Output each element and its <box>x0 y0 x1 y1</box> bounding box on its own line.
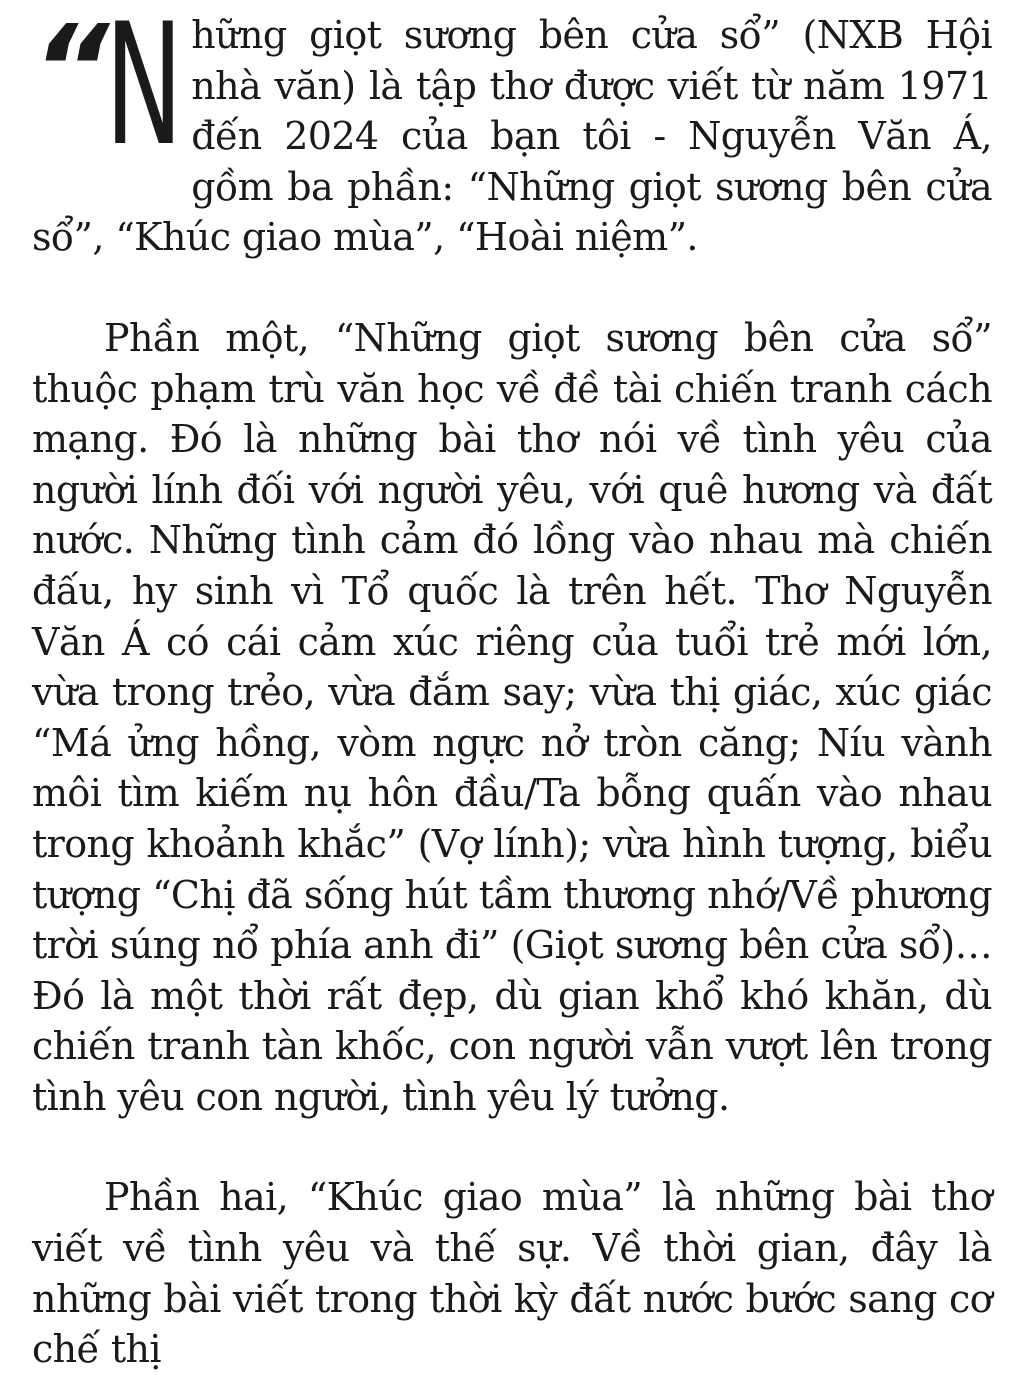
lead-paragraph-text: hững giọt sương bên cửa sổ” (NXB Hội nhà văn) là tập thơ được viết từ năm 1971 đến 2024 của bạn tôi - Nguyễn Văn Á, gồm ba phần: “Những giọt sương bên cửa sổ”, “Khúc giao mùa”, “Hoài niệm”. <box>32 13 992 260</box>
paragraph-part-two: Phần hai, “Khúc giao mùa” là những bài thơ viết về tình yêu và thế sự. Về thời gian, đây là những bài viết trong thời kỳ đất nước bước sang cơ chế thị <box>32 1175 992 1372</box>
article-body <box>32 0 992 1375</box>
lead-paragraph <box>32 0 992 263</box>
paragraph-part-one: Phần một, “Những giọt sương bên cửa sổ” thuộc phạm trù văn học về đề tài chiến tranh cách mạng. Đó là những bài thơ nói về tình yêu của người lính đối với người yêu, với quê hương và đất nước. Những tình cảm đó lồng vào nhau mà chiến đấu, hy sinh vì Tổ quốc là trên hết. Thơ Nguyễn Văn Á có cái cảm xúc riêng của tuổi trẻ mới lớn, vừa trong trẻo, vừa đắm say; vừa thị giác, xúc giác “Má ửng hồng, vòm ngực nở tròn căng; Níu vành môi tìm kiếm nụ hôn đầu/Ta bỗng quấn vào nhau trong khoảnh khắc” (Vợ lính); vừa hình tượng, biểu tượng “Chị đã sống hút tầm thương nhớ/Về phương trời súng nổ phía anh đi” (Giọt sương bên cửa sổ)… Đó là một thời rất đẹp, dù gian khổ khó khăn, dù chiến tranh tàn khốc, con người vẫn vượt lên trong tình yêu con người, tình yêu lý tưởng. <box>32 315 992 1119</box>
drop-cap <box>32 0 183 183</box>
drop-cap-letter: N <box>105 0 183 183</box>
drop-cap-quote-mark: “ <box>32 1 100 140</box>
